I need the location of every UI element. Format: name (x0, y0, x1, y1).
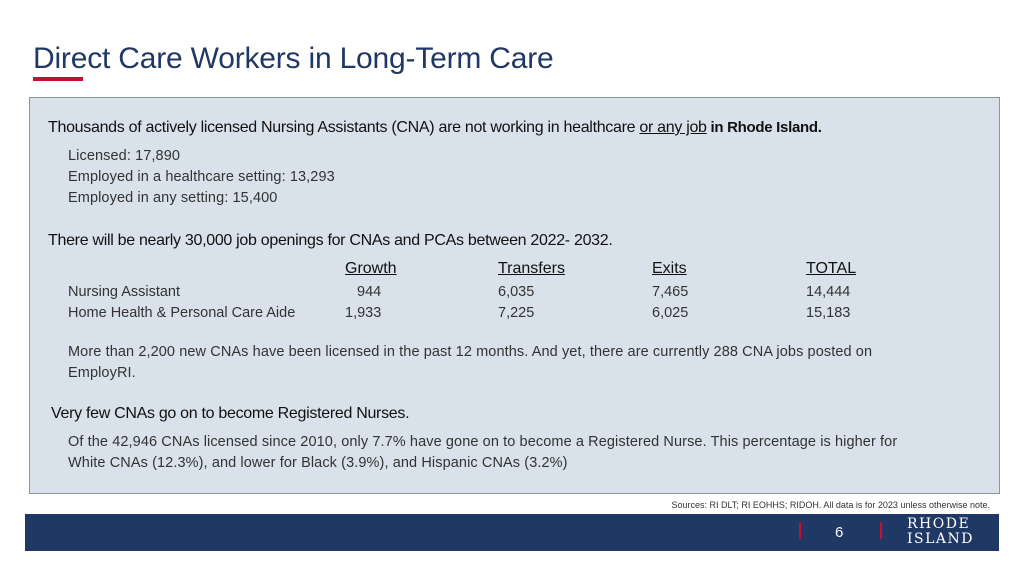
divider-right (880, 522, 882, 539)
logo-line2: ISLAND (907, 531, 975, 547)
rn-note-line1: Of the 42,946 CNAs licensed since 2010, only 7.7% have gone on to become a Registered Nurse. This percentage is higher for (68, 434, 898, 450)
col-header-total: TOTAL (806, 260, 857, 277)
row-exits: 7,465 (652, 284, 689, 300)
page-number: 6 (835, 524, 844, 541)
row-growth: 1,933 (345, 305, 382, 321)
page-title: Direct Care Workers in Long-Term Care (33, 42, 554, 75)
section1-heading-post: in Rhode Island. (706, 119, 822, 136)
divider-left (799, 522, 801, 539)
row-transfers: 6,035 (498, 284, 535, 300)
section3-heading: Very few CNAs go on to become Registered Nurses. (51, 405, 410, 422)
rhode-island-logo (907, 517, 977, 547)
col-header-growth: Growth (345, 260, 397, 277)
row-total: 14,444 (806, 284, 851, 300)
section1-heading-pre: Thousands of actively licensed Nursing Assistants (CNA) are not working in healthcare (48, 119, 640, 136)
sources-note: Sources: RI DLT; RI EOHHS; RIDOH. All data is for 2023 unless otherwise note. (671, 500, 990, 510)
row-label: Nursing Assistant (68, 284, 181, 300)
section1-heading (48, 119, 822, 137)
col-header-transfers: Transfers (498, 260, 565, 277)
row-transfers: 7,225 (498, 305, 535, 321)
section1-heading-link: or any job (639, 119, 707, 136)
col-header-exits: Exits (652, 260, 687, 277)
logo-line1: RHODE (907, 516, 971, 532)
section2-heading: There will be nearly 30,000 job openings for CNAs and PCAs between 2022- 2032. (48, 232, 613, 249)
title-accent-bar (33, 77, 83, 81)
footer-bar (25, 514, 999, 551)
rn-note-line2: White CNAs (12.3%), and lower for Black (3.9%), and Hispanic CNAs (3.2%) (68, 455, 568, 471)
employed-any-line: Employed in any setting: 15,400 (68, 190, 278, 206)
cna-note-line2: EmployRI. (68, 365, 136, 381)
employed-healthcare-line: Employed in a healthcare setting: 13,293 (68, 169, 335, 185)
row-growth: 944 (357, 284, 382, 300)
row-label: Home Health & Personal Care Aide (68, 305, 296, 321)
row-total: 15,183 (806, 305, 851, 321)
cna-note-line1: More than 2,200 new CNAs have been licensed in the past 12 months. And yet, there are currently 288 CNA jobs posted on (68, 344, 873, 360)
row-exits: 6,025 (652, 305, 689, 321)
licensed-line: Licensed: 17,890 (68, 148, 181, 164)
